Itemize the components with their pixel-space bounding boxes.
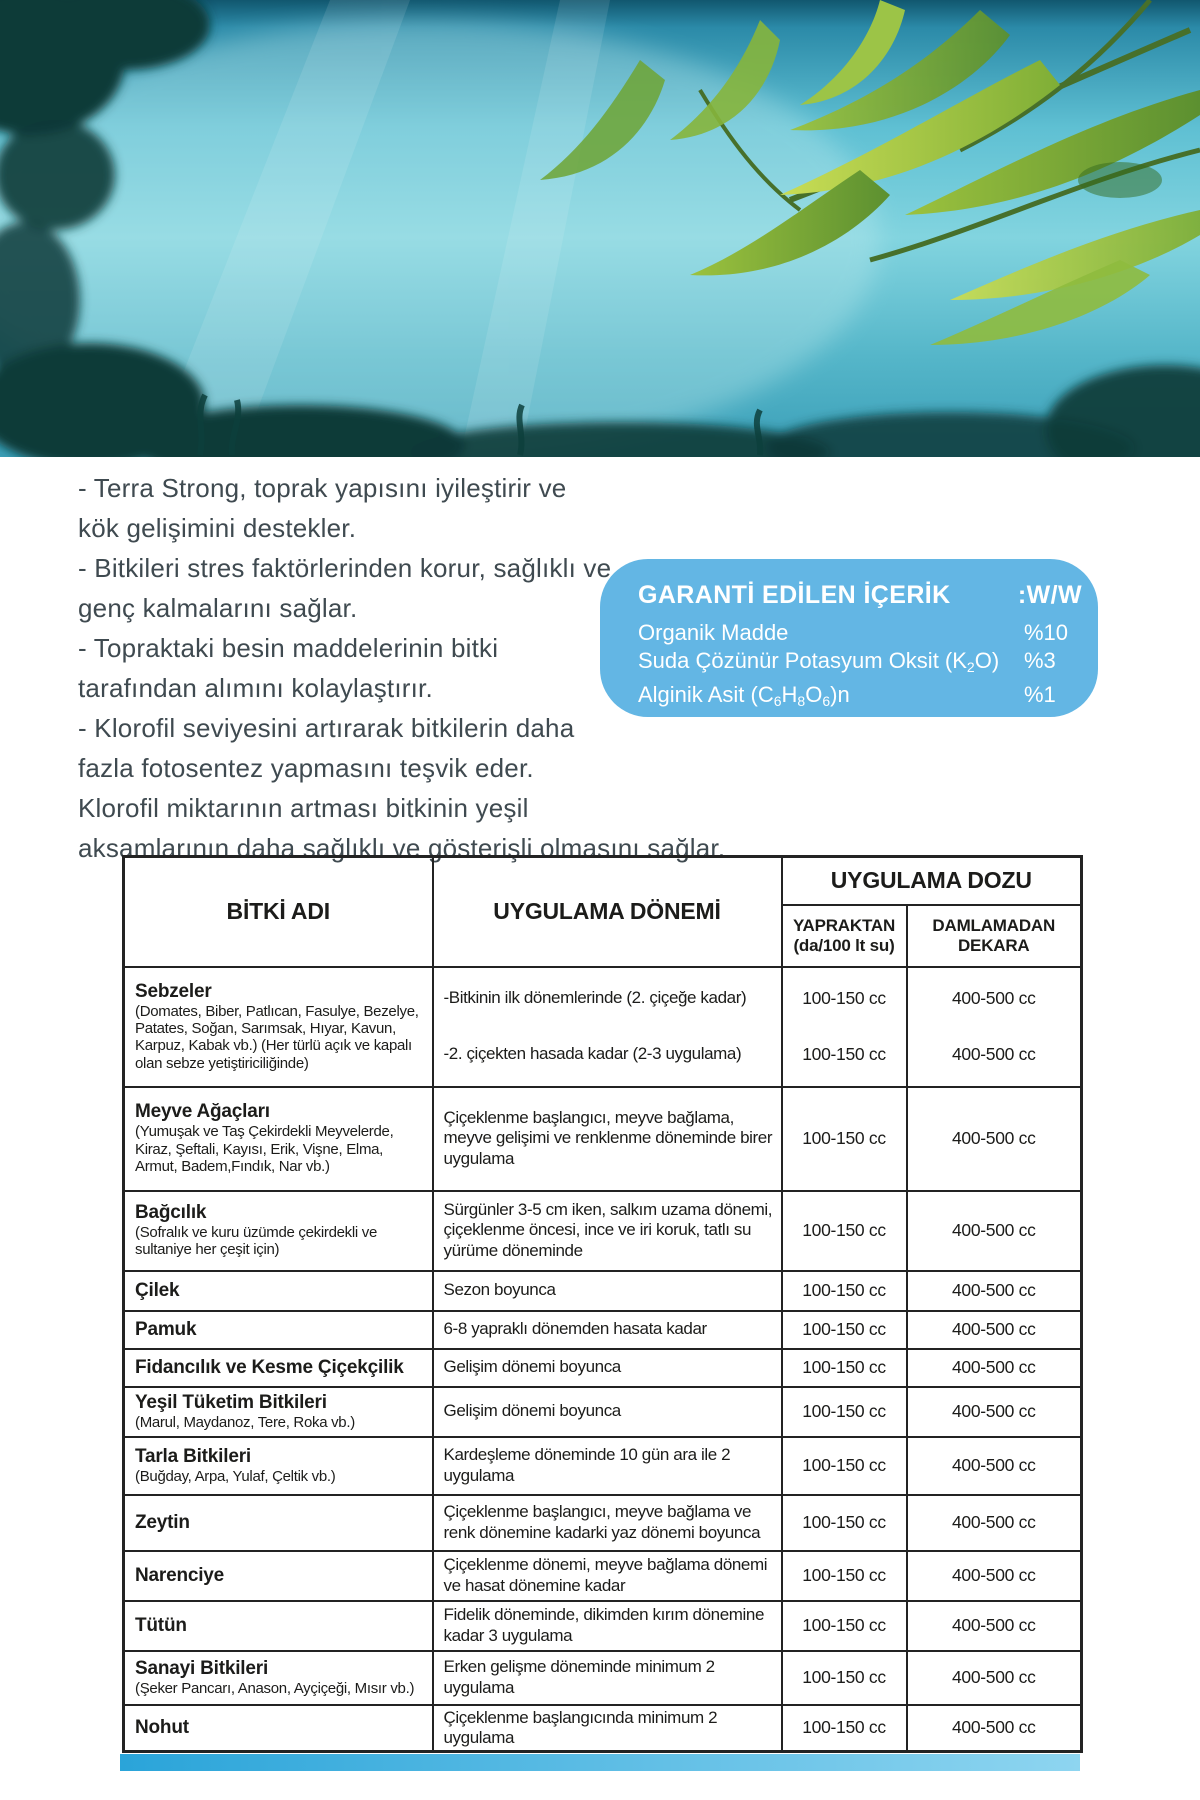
drip-dose: 400-500 cc (951, 1280, 1036, 1300)
header-drip-line1: DAMLAMADAN (932, 915, 1056, 935)
foliar-dose-cell (782, 1271, 907, 1311)
guaranteed-content-box (600, 559, 1098, 717)
drip-dose-cell (907, 1191, 1082, 1271)
application-period-cell (433, 1191, 782, 1271)
drip-dose-cell (907, 1437, 1082, 1495)
plant-name-cell (124, 1271, 433, 1311)
intro-text-line: - Klorofil seviyesini artırarak bitkilerin daha (78, 713, 575, 743)
application-period: Gelişim dönemi boyunca (443, 1401, 621, 1421)
plant-name-detail: (Sofralık ve kuru üzümde çekirdekli ve sultaniye her çeşit için) (135, 1224, 378, 1259)
foliar-dose-cell (782, 967, 907, 1087)
drip-dose: 400-500 cc (951, 1401, 1036, 1421)
plant-name-cell (124, 1191, 433, 1271)
foliar-dose: 100-150 cc (802, 1044, 886, 1064)
drip-dose-cell (907, 1601, 1082, 1651)
plant-name-cell (124, 1437, 433, 1495)
application-period: Sezon boyunca (443, 1280, 556, 1300)
application-period: Erken gelişme döneminde minimum 2 uygulama (443, 1657, 715, 1697)
drip-dose-cell (907, 967, 1082, 1087)
foliar-dose: 100-150 cc (802, 1455, 886, 1475)
drip-dose: 400-500 cc (951, 988, 1036, 1008)
application-period: Çiçeklenme başlangıcı, meyve bağlama ve renk dönemine kadarki yaz dönemi boyunca (443, 1502, 761, 1542)
header-drip-line2: DEKARA (957, 935, 1030, 955)
foliar-dose: 100-150 cc (802, 1717, 886, 1738)
header-application-period: UYGULAMA DÖNEMİ (433, 857, 782, 967)
guarantee-row (638, 681, 1082, 715)
footer-accent-bar (120, 1754, 1080, 1771)
guarantee-label (638, 647, 1024, 681)
foliar-dose: 100-150 cc (802, 988, 886, 1008)
foliar-dose: 100-150 cc (802, 1512, 886, 1532)
table-row (124, 1437, 1082, 1495)
guarantee-value: %3 (1024, 648, 1056, 673)
header-foliar-line1: YAPRAKTAN (792, 915, 896, 935)
plant-name: Bağcılık (135, 1202, 207, 1224)
table-row (124, 1705, 1082, 1752)
foliar-dose: 100-150 cc (802, 1615, 886, 1635)
guarantee-label-part: O) (974, 648, 1000, 673)
guarantee-label-part: 6 (773, 693, 782, 709)
foliar-dose-cell (782, 1495, 907, 1551)
drip-dose: 400-500 cc (951, 1220, 1036, 1240)
guaranteed-content-title: GARANTİ EDİLEN İÇERİK (638, 581, 951, 609)
header-application-dose: UYGULAMA DOZU (782, 857, 1082, 905)
plant-name-cell (124, 1387, 433, 1437)
table-row (124, 1495, 1082, 1551)
application-period-cell (433, 1087, 782, 1191)
header-foliar-dose (782, 905, 907, 967)
plant-name: Narenciye (135, 1564, 225, 1586)
application-period: 6-8 yapraklı dönemden hasata kadar (443, 1319, 707, 1339)
foliar-dose-cell (782, 1349, 907, 1387)
plant-name: Zeytin (135, 1511, 190, 1533)
application-period-cell (433, 1271, 782, 1311)
plant-name-cell (124, 967, 433, 1087)
foliar-dose: 100-150 cc (802, 1357, 886, 1377)
application-period: Çiçeklenme başlangıcında minimum 2 uygulama (443, 1707, 718, 1747)
drip-dose: 400-500 cc (951, 1044, 1036, 1064)
application-period-cell (433, 1705, 782, 1752)
plant-name: Çilek (135, 1279, 180, 1301)
plant-name: Pamuk (135, 1318, 197, 1340)
application-period-cell (433, 1551, 782, 1601)
header-drip-dose (907, 905, 1082, 967)
table-row (124, 1387, 1082, 1437)
guaranteed-content-header (638, 581, 1082, 610)
intro-text-line: - Bitkileri stres faktörlerinden korur, sağlıklı ve (78, 553, 612, 583)
foliar-dose: 100-150 cc (802, 1319, 886, 1339)
intro-text-line: kök gelişimini destekler. (78, 513, 357, 543)
foliar-dose: 100-150 cc (802, 1401, 886, 1421)
intro-text-line: - Topraktaki besin maddelerinin bitki (78, 633, 499, 663)
drip-dose: 400-500 cc (951, 1512, 1036, 1532)
application-period: Çiçeklenme başlangıcı, meyve bağlama, meyve gelişimi ve renklenme döneminde birer uygulama (443, 1108, 773, 1168)
foliar-dose-cell (782, 1601, 907, 1651)
guarantee-label-part: 2 (966, 659, 975, 675)
table-row (124, 1651, 1082, 1705)
underwater-kelp-photo (0, 0, 1200, 457)
plant-name: Sanayi Bitkileri (135, 1657, 269, 1679)
intro-text-line: genç kalmalarını sağlar. (78, 593, 358, 623)
drip-dose-cell (907, 1387, 1082, 1437)
table-row (124, 967, 1082, 1087)
drip-dose: 400-500 cc (951, 1128, 1036, 1148)
foliar-dose-cell (782, 1551, 907, 1601)
table-row (124, 1087, 1082, 1191)
foliar-dose: 100-150 cc (802, 1128, 886, 1148)
plant-name-cell (124, 1495, 433, 1551)
foliar-dose-cell (782, 1705, 907, 1752)
plant-name: Tütün (135, 1614, 187, 1636)
guarantee-label-part: )n (830, 682, 850, 707)
drip-dose: 400-500 cc (951, 1615, 1036, 1635)
plant-name-detail: (Domates, Biber, Patlıcan, Fasulye, Bezelye, Patates, Soğan, Sarımsak, Hıyar, Kavun, Karpuz, Kabak vb.) (Her türlü açık ve kapalı olan sebze yetiştiriciliğinde) (135, 1002, 419, 1072)
intro-text-line: fazla fotosentez yapmasını teşvik eder. (78, 753, 534, 783)
drip-dose-cell (907, 1495, 1082, 1551)
plant-name-cell (124, 1651, 433, 1705)
guarantee-label-part: 6 (822, 693, 831, 709)
guarantee-row (638, 619, 1082, 647)
guarantee-label-part: O (805, 682, 823, 707)
application-period: Fidelik döneminde, dikimden kırım dönemine kadar 3 uygulama (443, 1605, 765, 1645)
foliar-dose: 100-150 cc (802, 1565, 886, 1585)
foliar-dose: 100-150 cc (802, 1667, 886, 1687)
application-period-cell (433, 1387, 782, 1437)
plant-name: Yeşil Tüketim Bitkileri (135, 1391, 327, 1413)
application-period-cell (433, 1601, 782, 1651)
foliar-dose-cell (782, 1311, 907, 1349)
foliar-dose: 100-150 cc (802, 1280, 886, 1300)
guarantee-label (638, 681, 1024, 715)
application-period-cell (433, 1651, 782, 1705)
foliar-dose-cell (782, 1387, 907, 1437)
drip-dose: 400-500 cc (951, 1565, 1036, 1585)
application-period-cell (433, 967, 782, 1087)
header-plant-name: BİTKİ ADI (124, 857, 433, 967)
drip-dose: 400-500 cc (951, 1455, 1036, 1475)
plant-name-detail: (Marul, Maydanoz, Tere, Roka vb.) (135, 1413, 355, 1431)
plant-name-cell (124, 1601, 433, 1651)
plant-name-detail: (Şeker Pancarı, Anason, Ayçiçeği, Mısır vb.) (135, 1679, 415, 1697)
application-period-cell (433, 1349, 782, 1387)
plant-name: Tarla Bitkileri (135, 1445, 251, 1467)
drip-dose-cell (907, 1087, 1082, 1191)
table-row (124, 1551, 1082, 1601)
application-period-cell (433, 1495, 782, 1551)
drip-dose: 400-500 cc (951, 1357, 1036, 1377)
plant-name-cell (124, 1705, 433, 1752)
drip-dose-cell (907, 1271, 1082, 1311)
application-period-cell (433, 1311, 782, 1349)
application-period: Çiçeklenme dönemi, meyve bağlama dönemi ve hasat dönemine kadar (443, 1555, 768, 1595)
guarantee-label (638, 619, 1024, 647)
drip-dose-cell (907, 1705, 1082, 1752)
application-period: -2. çiçekten hasada kadar (2-3 uygulama) (443, 1044, 742, 1064)
drip-dose-cell (907, 1349, 1082, 1387)
foliar-dose-cell (782, 1087, 907, 1191)
intro-text-line: aksamlarının daha sağlıklı ve gösterişli olmasını sağlar. (78, 833, 726, 863)
guarantee-label-part: 8 (797, 693, 806, 709)
plant-name: Nohut (135, 1716, 189, 1738)
guarantee-label-part: Organik Madde (638, 620, 789, 645)
intro-text-line: - Terra Strong, toprak yapısını iyileştirir ve (78, 473, 567, 503)
plant-name: Sebzeler (135, 980, 212, 1002)
application-period: Kardeşleme döneminde 10 gün ara ile 2 uygulama (443, 1445, 731, 1485)
table-row (124, 1601, 1082, 1651)
application-period-cell (433, 1437, 782, 1495)
foliar-dose-cell (782, 1651, 907, 1705)
drip-dose-cell (907, 1651, 1082, 1705)
intro-text-line: tarafından alımını kolaylaştırır. (78, 673, 433, 703)
plant-name-cell (124, 1349, 433, 1387)
plant-name-cell (124, 1087, 433, 1191)
header-foliar-line2: (da/100 lt su) (793, 935, 895, 955)
guaranteed-content-rows (638, 619, 1082, 715)
guaranteed-content-unit: :W/W (1017, 581, 1082, 609)
plant-name-cell (124, 1311, 433, 1349)
guarantee-label-part: Suda Çözünür Potasyum Oksit (K (638, 648, 967, 673)
guarantee-label-part: Alginik Asit (C (638, 682, 774, 707)
intro-text-line: Klorofil miktarının artması bitkinin yeşil (78, 793, 529, 823)
plant-name-cell (124, 1551, 433, 1601)
foliar-dose-cell (782, 1437, 907, 1495)
application-period: -Bitkinin ilk dönemlerinde (2. çiçeğe kadar) (443, 988, 747, 1008)
foliar-dose: 100-150 cc (802, 1220, 886, 1240)
application-period: Sürgünler 3-5 cm iken, salkım uzama dönemi, çiçeklenme öncesi, ince ve iri koruk, tatlı su yürüme döneminde (443, 1200, 773, 1260)
drip-dose-cell (907, 1311, 1082, 1349)
drip-dose: 400-500 cc (951, 1717, 1036, 1738)
plant-name-detail: (Yumuşak ve Taş Çekirdekli Meyvelerde, Kiraz, Şeftali, Kayısı, Erik, Vişne, Elma, Armut, Badem,Fındık, Nar vb.) (135, 1123, 394, 1176)
table-row (124, 1349, 1082, 1387)
table-row (124, 1191, 1082, 1271)
drip-dose: 400-500 cc (951, 1667, 1036, 1687)
application-table (122, 855, 1083, 1753)
table-row (124, 1271, 1082, 1311)
drip-dose-cell (907, 1551, 1082, 1601)
application-period: Gelişim dönemi boyunca (443, 1357, 621, 1377)
foliar-dose-cell (782, 1191, 907, 1271)
plant-name-detail: (Buğday, Arpa, Yulaf, Çeltik vb.) (135, 1467, 336, 1485)
plant-name: Fidancılık ve Kesme Çiçekçilik (135, 1356, 404, 1378)
guarantee-value: %10 (1024, 620, 1069, 645)
guarantee-row (638, 647, 1082, 681)
guarantee-value: %1 (1024, 682, 1056, 707)
drip-dose: 400-500 cc (951, 1319, 1036, 1339)
table-row (124, 1311, 1082, 1349)
guarantee-label-part: H (781, 682, 798, 707)
plant-name: Meyve Ağaçları (135, 1101, 270, 1123)
